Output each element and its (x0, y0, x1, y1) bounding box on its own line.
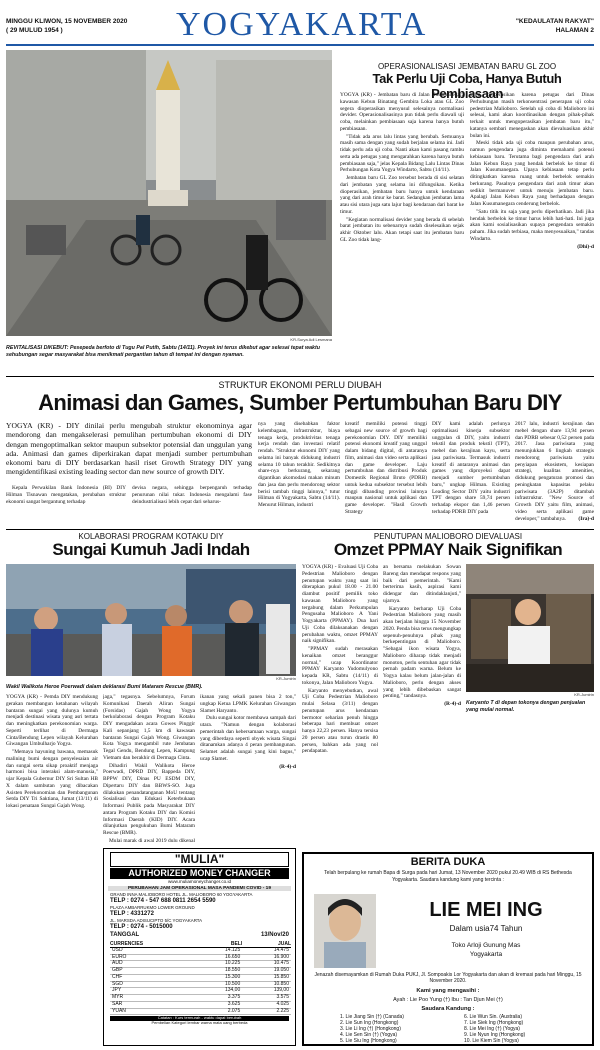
ppmay-para: an bersama melakukan Sowan Bareng dan mendapat respons yang baik dari pemerintah. "Kami berterima kasih, aspirasi kami didengar dan ditindaklanjuti," ujarnya. (383, 564, 461, 604)
games-lead: YOGYA (KR) - DIY dinilai perlu mengubah struktur ekonominya agar mendorong dan mengakselerasi pemulihan pertumbuhan ekonomi di DIY dengan mengoptimalkan sektor maupun subsektor potensial dan unggulan yang ada. Animasi dan games diperkirakan dapat menjadi sumber pertumbuhan ekonomi baru di DIY berdasarkan hasil riset Growth Strategy DIY yang mengidentifikasi existing leading sector dan new source of growth DIY. (6, 421, 252, 477)
mulia-rate-sell: 19.050 (242, 968, 291, 975)
zoo-para: "Tidak ada arus lalu lintas yang berubah. Semuanya masih sama dengan yang sudah berjalan selama ini. Jadi tidak perlu ada uji coba. Nanti akan kami pasang rambu serta ada petugas yang mengarahkan karena hanya butuh pembiasaan saja," jelas Kepala Bidang Lalu Lintas Dinas Perhubungan Kota Yogya Windarto, Sabtu (14/11). (340, 133, 464, 174)
mulia-address-2: PLAZA AMBARRUKMO LOWER GROUND (110, 905, 195, 911)
sibling: 6. Lie Wun Sin. (Australia) (464, 1014, 522, 1020)
mulia-rate-sell: 4.025 (242, 1001, 291, 1008)
zoo-para: Meski tidak ada uji coba maupun perubahan arus, namun pengendara juga diminta memahami potensi kebiasaan baru. Terutama bagi pengendara dari arah Jalan Kebun Raya yang hendak berbelok ke timur di Jalan Kusumanegara. Upaya kebiasaan tetap perlu ditingkatkan karena ruang untuk berbelok semakin berkurang. Pasalnya pengendara dari arah timur akan sedikit bermanuver untuk menuju jembatan baru. Apalagi Jalan Kebun Raya yang berhadapan dengan Jalan Kusumanegara cenderung berbelok. (470, 140, 594, 207)
divider (6, 529, 594, 530)
kumuh-para: Mulai marak di awal 2019 dulu dikenal (109, 837, 195, 844)
sibling: 8. Lie Mei Ing (†) (Yogya) (464, 1026, 520, 1032)
ppmay-para: YOGYA (KR) - Evaluasi Uji Coba Pedestrian Malioboro dengan penutupan waktu yang saat ini diterapkan pukul 18.00 - 21.00 diambut positif pemilik toko kawasan Malioboro yang tergabung dalam Perkumpulan Pengusaha Malioboro A Yani Yogyakarta (PPMAY). Dua hari Uji Coba dilaksanakan dengan perubahan waktu, omzet PPMAY naik signifikan. (302, 564, 378, 645)
mulia-rate-sell: 3.575 (242, 995, 291, 1002)
kumuh-col-2 (103, 694, 195, 845)
mulia-rate-row (110, 961, 291, 968)
sibling: 1. Lie Jiang Sin (†) (Canada) (340, 1014, 404, 1020)
mulia-rate-currency: GBP (110, 968, 194, 975)
mulia-ad-brand: "MULIA" (110, 852, 289, 867)
mulia-rate-buy: 3.625 (194, 1001, 243, 1008)
zoo-photo (6, 50, 332, 336)
mulia-rate-buy: 134,00 (194, 988, 243, 995)
obituary-shop-1: Toko Arloji Gunung Mas (451, 942, 521, 949)
mulia-rate-currency: AUD (110, 961, 194, 968)
masthead-paper: "KEDAULATAN RAKYAT" (515, 18, 594, 25)
obituary-portrait (314, 894, 376, 968)
mulia-date-label: TANGGAL (110, 932, 140, 939)
obituary-siblings-title: Saudara Kandung : (421, 1006, 475, 1012)
mulia-rate-sell: 10.475 (242, 961, 291, 968)
mulia-rate-sell: 15.850 (242, 974, 291, 981)
obituary-sad-line: Kami yang mengasihi : (416, 988, 480, 994)
mulia-rate-currency: MYR (110, 995, 194, 1002)
mulia-rate-buy: 14.125 (194, 947, 243, 954)
zoo-signoff: (Dhi)-d (577, 243, 594, 250)
masthead-date: MINGGU KLIWON, 15 NOVEMBER 2020 (6, 18, 128, 25)
sibling: 10. Lie Kiem Sin (Yogya) (464, 1038, 519, 1044)
mulia-rate-row (110, 1001, 291, 1008)
divider (6, 376, 594, 377)
mulia-rate-buy: 18.550 (194, 968, 243, 975)
mulia-address-1: GRAND INNA MALIOBORO HOTEL JL. MALIOBORO 60 YOGYAKARTA (110, 892, 253, 898)
mulia-rate-buy: 3.375 (194, 995, 243, 1002)
mulia-rate-sell: 10.850 (242, 981, 291, 988)
games-col-3: DIY kami adalah perlunya optimalisasi kinerja subsektor unggulan di DIY, yaitu industri tekstil dan produk tekstil (TPT), mebel dan kerajinan kayu, serta jasa pariwisata. Termasuk industri kreatif di antaranya animasi dan games yang diproyeksi dapat menjadi sumber pertumbuhan baru," ungkap Hilman. Existing Leading Sector DIY yaitu industri TPT dengan share 59,74 persen terhadap ekspor dan 1,46 persen terhadap PDRB DIY pada (432, 421, 510, 515)
sibling: 3. Lie Li Ing (†) (Hongkong) (340, 1026, 401, 1032)
ppmay-para: Karyanto berharap Uji Coba Pedestrian Malioboro yang masih akan berjalan hingga 15 November 2020. Penda bisa terus mengungkap sepenuh-penuhnya pihak yang berkepentingan di Malioboro. "Sebagai ikon wisata Yogya, Malioboro diharap tidak menjadi monoton, perlu sentuhan agar tidak pernah padam warna. Belum ke Yogya kalau belum jalan-jalan di Malioboro, perlu dengan akses yang lebih dibebaskan sangat penting," tandasnya. (383, 605, 461, 700)
kumuh-para: Dihadiri Wakil Walikota Heroe Poerwadi, DPRD DIY, Bappeda DIY, BPPW DIY, Dinas PU ESDM DIY, Dipertaru DIY dan BBWS-SO. Juga dilakukan penandatanganan MoU tentang Sosialisasi dan Edukasi Keterbukaan Informasi Publik pada Masyarakat DIY antara Program Kotaku DIY dan Komisi Informasi Daerah (KID) DIY. Acara dilanjutkan pengukuhan Bumi Mataram Rescue (BMR). (103, 762, 195, 836)
kumuh-kicker: KOLABORASI PROGRAM KOTAKU DIY (78, 532, 224, 541)
kumuh-para: "Memaya hayuning bawana, memasuk malining bumi dengan penyelesaian air dan sungai serta sikap proaktif menjaga harmoni bisa interaksi alam-manusia," ujar Kepala Gubernur DIY Sri Sultan HB X dalam sambutan yang dibacakan Asisten Perekonomian dan Pembangunan Setda DIY Tri Saktiana, Jumat (13/11) di lokasi penataan Sungai Gajah Wong. (6, 749, 98, 809)
mulia-rate-currency: USD (110, 947, 194, 954)
ppmay-kicker: PENUTUPAN MALIOBORO DIEVALUASI (373, 532, 523, 541)
games-kicker: STRUKTUR EKONOMI PERLU DIUBAH (218, 380, 382, 390)
sibling: 9. Lie Nyun Ing (Hongkong) (464, 1032, 526, 1038)
mulia-rate-row (110, 974, 291, 981)
kumuh-para: YOGYA (KR) - Pemda DIY mendukung gerakan membangun ketahanan wilayah bantaran sungai yang dulunya kumuh menjadi destinasi wisata yang asri tertata dan meningkatkan perekonomian warga. Seperti terlihat di Dermaga Cinta/Bendung Lepen wilayah Kelurahan Giwangan Umbulharjo Yogya. (6, 694, 98, 748)
mulia-col-currency: CURRENCIES (110, 941, 194, 948)
kumuh-col-3 (200, 694, 296, 845)
kumuh-photo-image (6, 564, 296, 676)
zoo-photo-caption: REVITALISASI DIKEBUT: Pesepeda berfoto di Tugu Pal Putih, Sabtu (14/11). Proyek ini terus dikebut agar selesai tepat waktu sehubungan segar masyarakat bisa menikmati pergantian tahun di tempat ini dengan nyaman. (6, 345, 320, 358)
mulia-rate-currency: YUAN (110, 1008, 194, 1015)
mulia-ad-website: www.muliamoneychanger.co.id (167, 878, 232, 884)
zoo-para: sung dioperasikan karena petugas dari Dinas Perhubungan masih terkonsentrasi penerapan uji coba pedestrian Malioboro. Setelah uji coba di Malioboro ini selesai, kami akan koordinasikan dengan pihak-pihak terkait untuk mengoperasikan jembatan baru itu," katanya sembari menegaskan akan dievaluasikan akhir bulan ini. (470, 92, 594, 139)
sibling: 5. Lie Siu Ing (Hongkong) (340, 1038, 397, 1044)
mulia-rate-row (110, 995, 291, 1002)
obituary-parents: Ayah : Lie Poo Yung (†) Ibu : Tan Djun Mei (†) (393, 997, 503, 1003)
mulia-address-3: JL. MARSDA ADISUCIPTO 5/C YOGYAKARTA (110, 918, 203, 924)
obituary-siblings-left (340, 1014, 450, 1044)
mulia-rate-sell: 14.475 (242, 947, 291, 954)
mulia-rate-currency: SAR (110, 1001, 194, 1008)
mulia-rate-currency: SGD (110, 981, 194, 988)
games-signoff: (Ira)-d (578, 515, 594, 522)
zoo-headline: Tak Perlu Uji Coba, Hanya Butuh Pembiasaan (372, 71, 562, 101)
obituary-intro: Telah berpulang ke rumah Bapa di Surga pada hari Jumat, 13 November 2020 pukul 20.49 WIB di RS Bethesda Yogyakarta. Saudara kandung kami yang tercinta : (324, 870, 572, 883)
mulia-rate-buy: 15.300 (194, 974, 243, 981)
kumuh-para: ikanan yang sekali panen bisa 2 ton," ungkap Ketua LPMK Kelurahan Giwangan Slamet Haryanto. (200, 694, 296, 714)
mulia-rate-buy: 10.500 (194, 981, 243, 988)
ppmay-col-2 (383, 564, 461, 848)
zoo-para: YOGYA (KR) - Jembatan baru di Jalan Kusumanegara kawasan Kebun Binatang Gembira Loka atau GL Zoo segera dioperasikan menyusul selesainya normalisasi devider. Operasionalisasinya pun tidak perlu diawali uji coba, melainkan pembiasaan saja karena hanya butuh pembiasaan. (340, 92, 464, 132)
mulia-ad (103, 848, 296, 1046)
mulia-phone-1: TELP : 0274 - 547 688 0811 2654 5590 (110, 897, 216, 904)
ppmay-col-1 (302, 564, 378, 848)
mulia-date-row (110, 932, 289, 939)
games-col-1: nya yang disebabkan faktor kelembagaan, infrastruktur, biaya tenaga kerja, produktivitas tenaga kerja rendah dan investasi relatif rendah. "Struktur ekonomi DIY yang selama ini banyak didukung industri selama 10 tahun terakhir. Sedikitnya share-nya berkurang, sekarang digantikan akomodasi makan minum dan jasa dan perlu mendorong sektor berisi tambah tinggi lainnya," tutur Hilman di Yogyakarta, Sabtu (14/11). Menurut Hilman, industri (258, 421, 340, 508)
mulia-rate-currency: CHF (110, 974, 194, 981)
zoo-kicker: OPERASIONALISASI JEMBATAN BARU GL ZOO (377, 62, 557, 71)
mulia-rate-row (110, 988, 291, 995)
mulia-rate-row (110, 954, 291, 961)
ppmay-headline: Omzet PPMAY Naik Signifikan (333, 540, 563, 559)
zoo-col-2 (470, 92, 594, 374)
mulia-rate-currency: EURO (110, 954, 194, 961)
obituary-name: LIE MEI ING (429, 899, 543, 921)
ppmay-photo-caption: Karyanto T di depan tokonya dengan penjualan yang mulai normal. (466, 700, 586, 713)
mulia-ad-addresses (110, 892, 289, 931)
obituary-box (302, 852, 594, 1046)
mulia-rate-row (110, 1008, 291, 1015)
zoo-para: "Kegiatan normalisasi devider yang berada di sebelah barat jembatan itu sebenarnya sudah diselesaikan sejak akhir Oktober lalu. Akan tetapi saat itu jembatan baru GL Zoo tidak lang- (340, 216, 464, 243)
games-lead-col-3: devisa negara, sehingga berpengaruh terhadap penurunan nilai tukar. Indonesia mengalami fase deindustrialisasi lebih cepat dari seharus- (132, 485, 252, 505)
mulia-rate-buy: 16.650 (194, 954, 243, 961)
kumuh-photo-caption: Wakil Walikota Heroe Poerwadi dalam deklarasi Bumi Mataram Rescue (BMR). (6, 684, 203, 690)
ppmay-signoff: (R-4)-d (444, 701, 461, 707)
sibling: 7. Lie Siek Ing (Hongkong) (464, 1020, 524, 1026)
masthead (6, 4, 594, 48)
obituary-funeral: Jenazah disemayamkan di Rumah Duka PUKJ, Jl. Sompoakis Lor Yogyakarta dan akan di kremasi pada hari Minggu, 15 November 2020. (314, 972, 582, 985)
mulia-col-buy: BELI (194, 941, 243, 948)
ppmay-photo-credit: KR-Jumirin (574, 692, 594, 697)
zoo-para: "Satu titik itu saja yang perlu diperhatikan. Jadi jika hendak berbelok ke timur harus lebih hati-hati. Ini juga akan kami sosialisasikan supaya pengendara semakin paham. Jika sudah terbiasa, maka menyesuaikan," tandas Windarto. (470, 208, 594, 242)
obituary-title: BERITA DUKA (410, 856, 486, 868)
obituary-age: Dalam usia74 Tahun (449, 924, 523, 933)
games-headline: Animasi dan Games, Sumber Pertumbuhan Baru DIY (38, 390, 562, 415)
mulia-rate-row (110, 947, 291, 954)
games-col-2: kreatif memiliki potensi tinggi sebagai new source of growth bagi perekonomian DIY. DIY memiliki potensi ekonomi kreatif yang unggul dalam bidang digital, di antaranya film, animasi dan video serta aplikasi dan game developer. Laju pertumbuhan dan distribusi Produk Domestik Regional Bruto (PDRB) untuk kedua subsektor tersebut lebih tinggi dibanding provinsi lainnya maupun nasional untuk aplikasi dan game developer. "Hasil Growth Strategy (345, 421, 427, 515)
obituary-siblings-right (464, 1014, 584, 1044)
masthead-mulud: ( 29 MULUD 1954 ) (6, 27, 63, 34)
ppmay-para: "PPMAY sudah merasakan kenaikan omzet beranggur normal," ucap Koordinator PPMAY Karyanto Yudomulyono kepada KR, Sabtu (14/11) di tokonya, Jalan Malioboro Yogya. (302, 646, 378, 686)
mulia-ad-tagline: AUTHORIZED MONEY CHANGER (110, 868, 289, 879)
mulia-ad-notice: PERUBAHAN JAM OPERASIONAL MASA PANDEMI COVID - 19 (108, 886, 291, 892)
kumuh-photo (6, 564, 296, 676)
mulia-rate-sell: 139,00 (242, 988, 291, 995)
masthead-rule (6, 44, 594, 46)
ppmay-photo-image (466, 564, 594, 692)
mulia-rate-table (110, 941, 291, 1016)
zoo-photo-credit: KR-Surya Adi Lesmana (290, 337, 332, 342)
mulia-rate-row (110, 968, 291, 975)
mulia-footer-2: Pembelian Kategori lembar warna mata uang berbeda (151, 1020, 248, 1026)
games-col-4 (515, 421, 594, 527)
obituary-shop-2: Yogyakarta (469, 951, 503, 958)
masthead-page: HALAMAN 2 (555, 27, 594, 34)
kumuh-headline: Sungai Kumuh Jadi Indah (52, 540, 250, 559)
mulia-rate-header (110, 941, 291, 948)
kumuh-para: jaga," tegasnya. Sebelumnya, Forum Komunikasi Daerah Aliran Sungai (Forsidas) Gajah Wong Yogya berkolaborasi dengan Program Kotaku DIY mengadakan acara Gowes Pinggir Kali sepanjang 1,5 km di kawasan bantaran Sungai Gajah Wong. Giwangan Kota Yogya mengambil rute Jembatan Tegal Gendu, Bendung Lepen, Kampung Vietnam dan berakhir di Dermaga Cinta. (103, 694, 195, 761)
sibling: 2. Lie Sun Ing (Hongkong) (340, 1020, 399, 1026)
mulia-date: 13/Nov/20 (260, 932, 289, 939)
mulia-col-sell: JUAL (242, 941, 291, 948)
games-lead-col-2: Kepala Perwakilan Bank Indonesia (BI) DIY Hilman Tisnawan mengatakan, perubahan struktur ekonomi sangat bergantung terhadap (6, 485, 126, 505)
mulia-rate-sell: 16.900 (242, 954, 291, 961)
mulia-rate-currency: JPY (110, 988, 194, 995)
kumuh-para: Dulu sungai kotor membawa sampah dari utara. "Namun dengan kolaborasi pemerintah dan kebersamaan warga, sungai yang diberdaya seperti obyek wisata Singai ditanamkan adanya 4 peran pembangunan. Selamet adalah sungai yang kini bagus," ucap Slamet. (200, 715, 296, 762)
games-col-4-text: 2017 lalu, industri kerajinan dan mebel dengan share 13,94 persen dan PDRB sebesar 0,52 persen pada 2017. Jasa pariwisata yang menunjukkan 6 lingkah strategis mendorong pariwisata yaitu penyiapan ekosistem, kesiapan strategi, kualitas amenities, didukung pengaturan promosi dan peningkatan kapasitas pelaku pariwisata (3A2P) ditambah infrastruktur. "New Source of Growth DIY yaitu film, animasi, video serta aplikasi game developer," tambahnya. (515, 421, 594, 522)
ppmay-photo (466, 564, 594, 692)
zoo-col-1 (340, 92, 464, 374)
mulia-rate-buy: 10.225 (194, 961, 243, 968)
sibling: 4. Lie Sen Sin (†) (Yogya) (340, 1032, 398, 1038)
ppmay-para: Karyanto menyebutkan, awal Uji Coba Pedestrian Malioboro mulai Selasa (3/11) dengan penutupan arus kendaraan bermotor seharian penuh hingga beberapa hari membuat omzet hanya 22,23 persen. Hanya tersisa 20 persen atau turun drastis 80 persen, bahkan ada yang nol pendapatan. (302, 687, 378, 755)
mulia-rate-buy: 2.075 (194, 1008, 243, 1015)
mulia-phone-2: TELP : 4331272 (110, 910, 154, 917)
mulia-footer-1: Catatan : Kurs termurah - waktu dapat berubah (110, 1016, 289, 1021)
zoo-photo-image (6, 50, 332, 336)
mulia-phone-3: TELP : 0274 - 5015000 (110, 923, 173, 930)
kumuh-photo-credit: KR-Jumirin (276, 676, 296, 681)
mulia-rate-sell: 2.225 (242, 1008, 291, 1015)
portrait-photo (314, 894, 376, 968)
zoo-para: Jembatan baru GL Zoo tersebut berada di sisi selatan dari jembatan yang selama ini difungsikan. Ketika dioperasikan, jembatan baru hanya untuk kendaraan yang dari arah timur ke barat. Sedangkan jembatan lama atau sisi utara juga satu lajur bagi kendaraan dari barat ke timur. (340, 175, 464, 215)
kumuh-col-1 (6, 694, 98, 1044)
kumuh-signoff: (R-4)-d (279, 763, 296, 770)
section-title: YOGYAKARTA (176, 6, 428, 43)
mulia-rate-row (110, 981, 291, 988)
